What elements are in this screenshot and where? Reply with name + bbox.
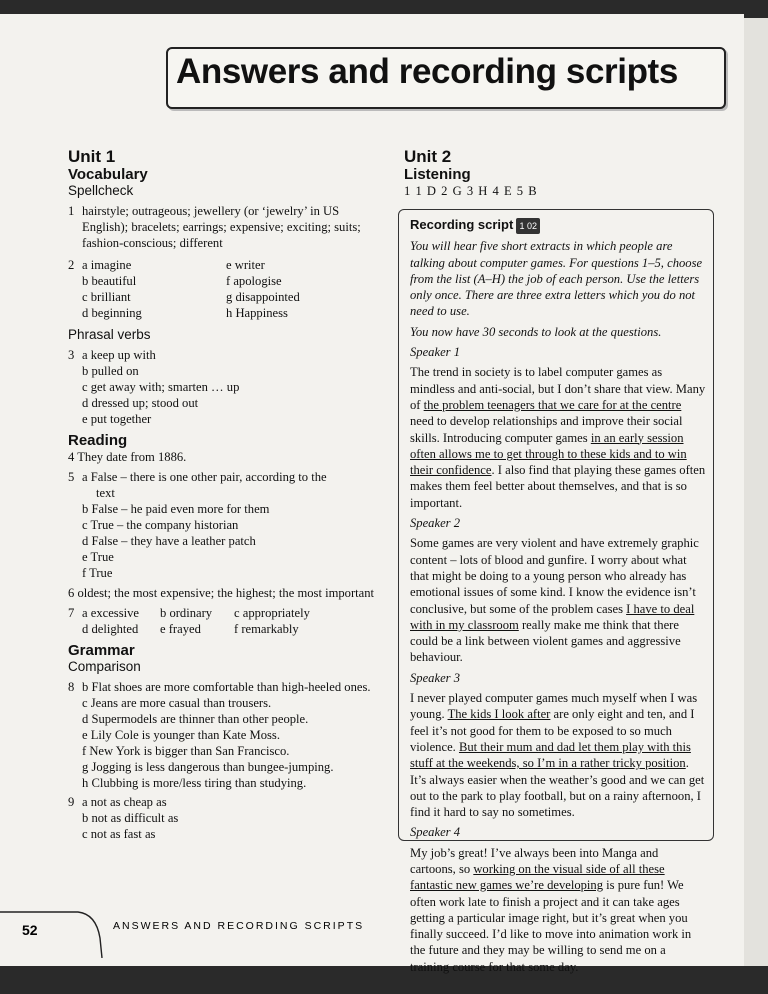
q8-number: 8 xyxy=(68,680,75,694)
q3-item: b pulled on xyxy=(82,364,139,378)
q3-item: c get away with; smarten … up xyxy=(82,380,240,394)
page-number: 52 xyxy=(22,922,38,938)
q5 xyxy=(68,469,378,581)
q9-item: a not as cheap as xyxy=(82,795,167,809)
vocabulary-heading: Vocabulary xyxy=(68,166,148,183)
q9-item: b not as difficult as xyxy=(82,811,179,825)
q9-number: 9 xyxy=(68,795,75,809)
speaker-4-text: My job’s great! I’ve always been into Manga and cartoons, so working on the visual side of all these fantastic new games we’re developing is pure fun! We often work late to finish a project and it can take ages getting a particular image right, but it’s great when you finally succeed. I’d like to move into animation work in the future and they may be willing to send me on a training course for that some day. xyxy=(410,845,692,974)
q7-item: a excessive xyxy=(82,606,139,620)
q3-item: a keep up with xyxy=(82,348,156,362)
q8-item: g Jogging is less dangerous than bungee-jumping. xyxy=(82,760,334,774)
unit1-heading: Unit 1 xyxy=(68,147,116,166)
q2-item: e writer xyxy=(226,258,265,272)
q7-item: f remarkably xyxy=(234,622,299,636)
q5-item: a False – there is one other pair, according to the xyxy=(82,470,327,484)
q7-item: e frayed xyxy=(160,622,201,636)
q7-item: d delighted xyxy=(82,622,139,636)
speaker-3-text: I never played computer games much myself when I was young. The kids I look after are only eight and ten, and I feel it’s not good for them to be exposed to so much violence. But their mum and dad let them play with this stuff at the weekends, so I’m in a rather tricky position. It’s always easier when the weather’s good and we can get out to the park to play football, but on a rainy afternoon, I find it hard to say no sometimes. xyxy=(410,691,705,820)
q2-number: 2 xyxy=(68,258,75,272)
spellcheck-heading: Spellcheck xyxy=(68,183,134,198)
page-title: Answers and recording scripts xyxy=(176,52,678,91)
q8 xyxy=(68,679,378,791)
q3-item: e put together xyxy=(82,412,152,426)
q1-number: 1 xyxy=(68,204,75,218)
q6: 6 oldest; the most expensive; the highest; the most important xyxy=(68,586,375,600)
q7-item: c appropriately xyxy=(234,606,310,620)
q9 xyxy=(68,794,378,842)
q2-item: a imagine xyxy=(82,258,132,272)
q8-item: h Clubbing is more/less tiring than studying. xyxy=(82,776,307,790)
script-intro-2: You now have 30 seconds to look at the questions. xyxy=(410,324,662,339)
listening-answers: 1 1 D 2 G 3 H 4 E 5 B xyxy=(404,184,538,198)
q2-item: h Happiness xyxy=(226,306,288,320)
q5-item: f True xyxy=(82,566,113,580)
q7-item: b ordinary xyxy=(160,606,213,620)
q7-number: 7 xyxy=(68,606,75,620)
phrasal-verbs-heading: Phrasal verbs xyxy=(68,327,151,342)
q2-item: c brilliant xyxy=(82,290,131,304)
q2-item: g disappointed xyxy=(226,290,300,304)
speaker-2-text: Some games are very violent and have extremely graphic content – lots of blood and gunfire. I worry about what that might be doing to a young person who already has emotional issues of some kind. I know the evidence isn’t conclusive, but some of the problem cases I have to deal with in my classroom really make me think that there could be a link between violent games and aggressive behaviour. xyxy=(410,536,699,665)
reading-heading: Reading xyxy=(68,432,128,449)
q3-number: 3 xyxy=(68,348,75,362)
q4: 4 They date from 1886. xyxy=(68,450,187,464)
grammar-heading: Grammar xyxy=(68,642,135,659)
footer-label: ANSWERS AND RECORDING SCRIPTS xyxy=(113,920,365,932)
q9-item: c not as fast as xyxy=(82,827,156,841)
footer-curve xyxy=(0,898,120,958)
q8-item: d Supermodels are thinner than other people. xyxy=(82,712,309,726)
unit2-column xyxy=(404,149,712,199)
q1 xyxy=(68,203,378,251)
q2 xyxy=(68,257,378,321)
speaker-3-label: Speaker 3 xyxy=(410,670,461,685)
recording-script xyxy=(410,217,706,979)
q8-item: f New York is bigger than San Francisco. xyxy=(82,744,290,758)
q2-item: d beginning xyxy=(82,306,142,320)
speaker-2-label: Speaker 2 xyxy=(410,516,461,531)
audio-track-badge: 1 02 xyxy=(516,218,540,234)
q5-item: c True – the company historian xyxy=(82,518,239,532)
q5-item: b False – he paid even more for them xyxy=(82,502,270,516)
q5-item: d False – they have a leather patch xyxy=(82,534,256,548)
listening-heading: Listening xyxy=(404,166,471,183)
speaker-1-text: The trend in society is to label computer games as mindless and anti-social, but I don’t share that view. Many of the problem teenagers that we care for at the centre need to develop relationships and improve their social skills. Introducing computer games in an early session often allows me to get through to these kids and to win their confidence. I also find that playing these games often makes them feel better about themselves, and that is so important. xyxy=(410,365,706,510)
page-edge xyxy=(744,18,768,966)
recording-script-title: Recording script xyxy=(410,217,514,232)
q5-item: text xyxy=(96,486,115,500)
q3-item: d dressed up; stood out xyxy=(82,396,199,410)
script-intro: You will hear five short extracts in which people are talking about computer games. For questions 1–5, choose from the list (A–H) the job of each person. Use the letters only once. There are three extra letters which you do not need to use. xyxy=(410,239,703,319)
comparison-heading: Comparison xyxy=(68,659,141,674)
q3 xyxy=(68,347,378,427)
q8-item: c Jeans are more casual than trousers. xyxy=(82,696,272,710)
q8-item: e Lily Cole is younger than Kate Moss. xyxy=(82,728,280,742)
unit2-heading: Unit 2 xyxy=(404,147,452,166)
q5-item: e True xyxy=(82,550,114,564)
unit1-column xyxy=(68,149,378,842)
q5-number: 5 xyxy=(68,470,75,484)
q8-item: b Flat shoes are more comfortable than high-heeled ones. xyxy=(82,680,371,694)
q2-item: f apologise xyxy=(226,274,282,288)
q7 xyxy=(68,605,378,637)
speaker-4-label: Speaker 4 xyxy=(410,825,461,840)
speaker-1-label: Speaker 1 xyxy=(410,345,461,360)
q1-answer: hairstyle; outrageous; jewellery (or ‘jewelry’ in US English); bracelets; earrings; expensive; exciting; suits; fashion-conscious; different xyxy=(82,204,361,250)
q2-item: b beautiful xyxy=(82,274,137,288)
